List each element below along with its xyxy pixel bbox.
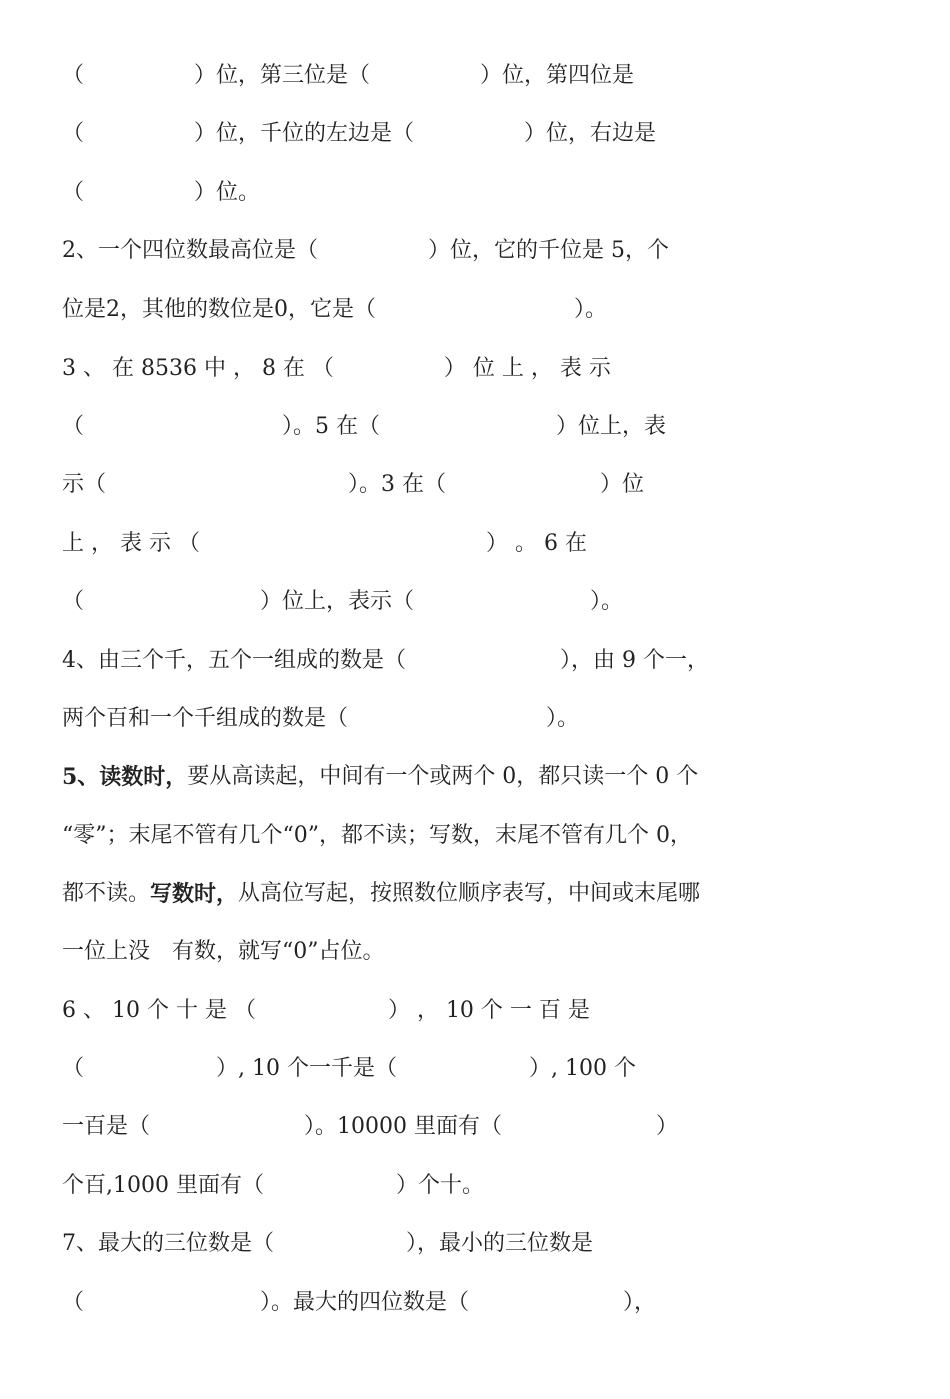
rule-5-writing-heading: 写数时，	[150, 881, 239, 907]
question-3-line-5	[62, 582, 842, 622]
question-3-line-1	[62, 349, 842, 389]
text-line-2-content: （ ）位，千位的左边是（ ）位，右边是	[62, 121, 657, 146]
rule-5-line-1-rest: 要从高读起，中间有一个或两个 0，都只读一个 0 个	[187, 764, 699, 789]
text-line-3-content: （ ）位。	[62, 180, 261, 205]
question-3-line-3-content: 示（ ）。3 在（ ）位	[62, 472, 644, 497]
question-4-line-1-content: 4、由三个千，五个一组成的数是（ ），由 9 个一，	[62, 648, 709, 673]
question-6-line-1-content: 6 、 10 个 十 是 （ ） ， 10 个 一 百 是	[62, 998, 590, 1023]
rule-5-line-3	[62, 874, 842, 914]
question-2-line-1	[62, 231, 842, 271]
question-4-line-2-content: 两个百和一个千组成的数是（ ）。	[62, 706, 580, 731]
question-3-line-4-content: 上 ， 表 示 （ ） 。 6 在	[62, 531, 587, 556]
rule-5-line-3-rest: 从高位写起，按照数位顺序表写，中间或末尾哪	[238, 881, 701, 906]
question-7-line-1	[62, 1224, 842, 1264]
rule-5-line-2-content: “零”；末尾不管有几个“0”，都不读；写数，末尾不管有几个 0，	[62, 823, 692, 848]
question-4-line-1	[62, 641, 842, 681]
question-6-line-2	[62, 1049, 842, 1089]
question-6-line-4-content: 个百,1000 里面有（ ）个十。	[62, 1173, 484, 1198]
question-6-line-3	[62, 1107, 842, 1147]
text-line-1	[62, 56, 842, 96]
question-2-line-1-content: 2、一个四位数最高位是（ ）位，它的千位是 5，个	[62, 238, 669, 263]
rule-5-line-1	[62, 757, 842, 797]
rule-5-line-3-pre: 都不读。	[62, 881, 151, 906]
question-3-line-5-content: （ ）位上，表示（ ）。	[62, 589, 624, 614]
rule-5-line-4	[62, 932, 842, 972]
question-3-line-2	[62, 407, 842, 447]
question-4-line-2	[62, 699, 842, 739]
question-6-line-1	[62, 991, 842, 1031]
question-6-line-4	[62, 1166, 842, 1206]
question-7-line-2	[62, 1283, 842, 1323]
question-7-line-2-content: （ ）。最大的四位数是（ ），	[62, 1290, 657, 1315]
question-3-line-4	[62, 524, 842, 564]
text-line-1-content: （ ）位，第三位是（ ）位，第四位是	[62, 63, 635, 88]
rule-5-line-4-content: 一位上没 有数，就写“0”占位。	[62, 939, 385, 964]
question-7-line-1-content: 7、最大的三位数是（ ），最小的三位数是	[62, 1231, 593, 1256]
question-2-line-2	[62, 290, 842, 330]
question-6-line-3-content: 一百是（ ）。10000 里面有（ ）	[62, 1114, 678, 1139]
text-line-2	[62, 114, 842, 154]
rule-5-heading: 5、读数时，	[62, 764, 188, 790]
text-line-3	[62, 173, 842, 213]
question-3-line-3	[62, 465, 842, 505]
question-2-line-2-content: 位是2，其他的数位是0，它是（ ）。	[62, 297, 607, 322]
question-3-line-1-content: 3 、 在 8536 中 ， 8 在 （ ） 位 上 ， 表 示	[62, 356, 611, 381]
rule-5-line-2	[62, 816, 842, 856]
question-3-line-2-content: （ ）。5 在（ ）位上，表	[62, 414, 666, 439]
question-6-line-2-content: （ ）, 10 个一千是（ ）, 100 个	[62, 1056, 636, 1081]
